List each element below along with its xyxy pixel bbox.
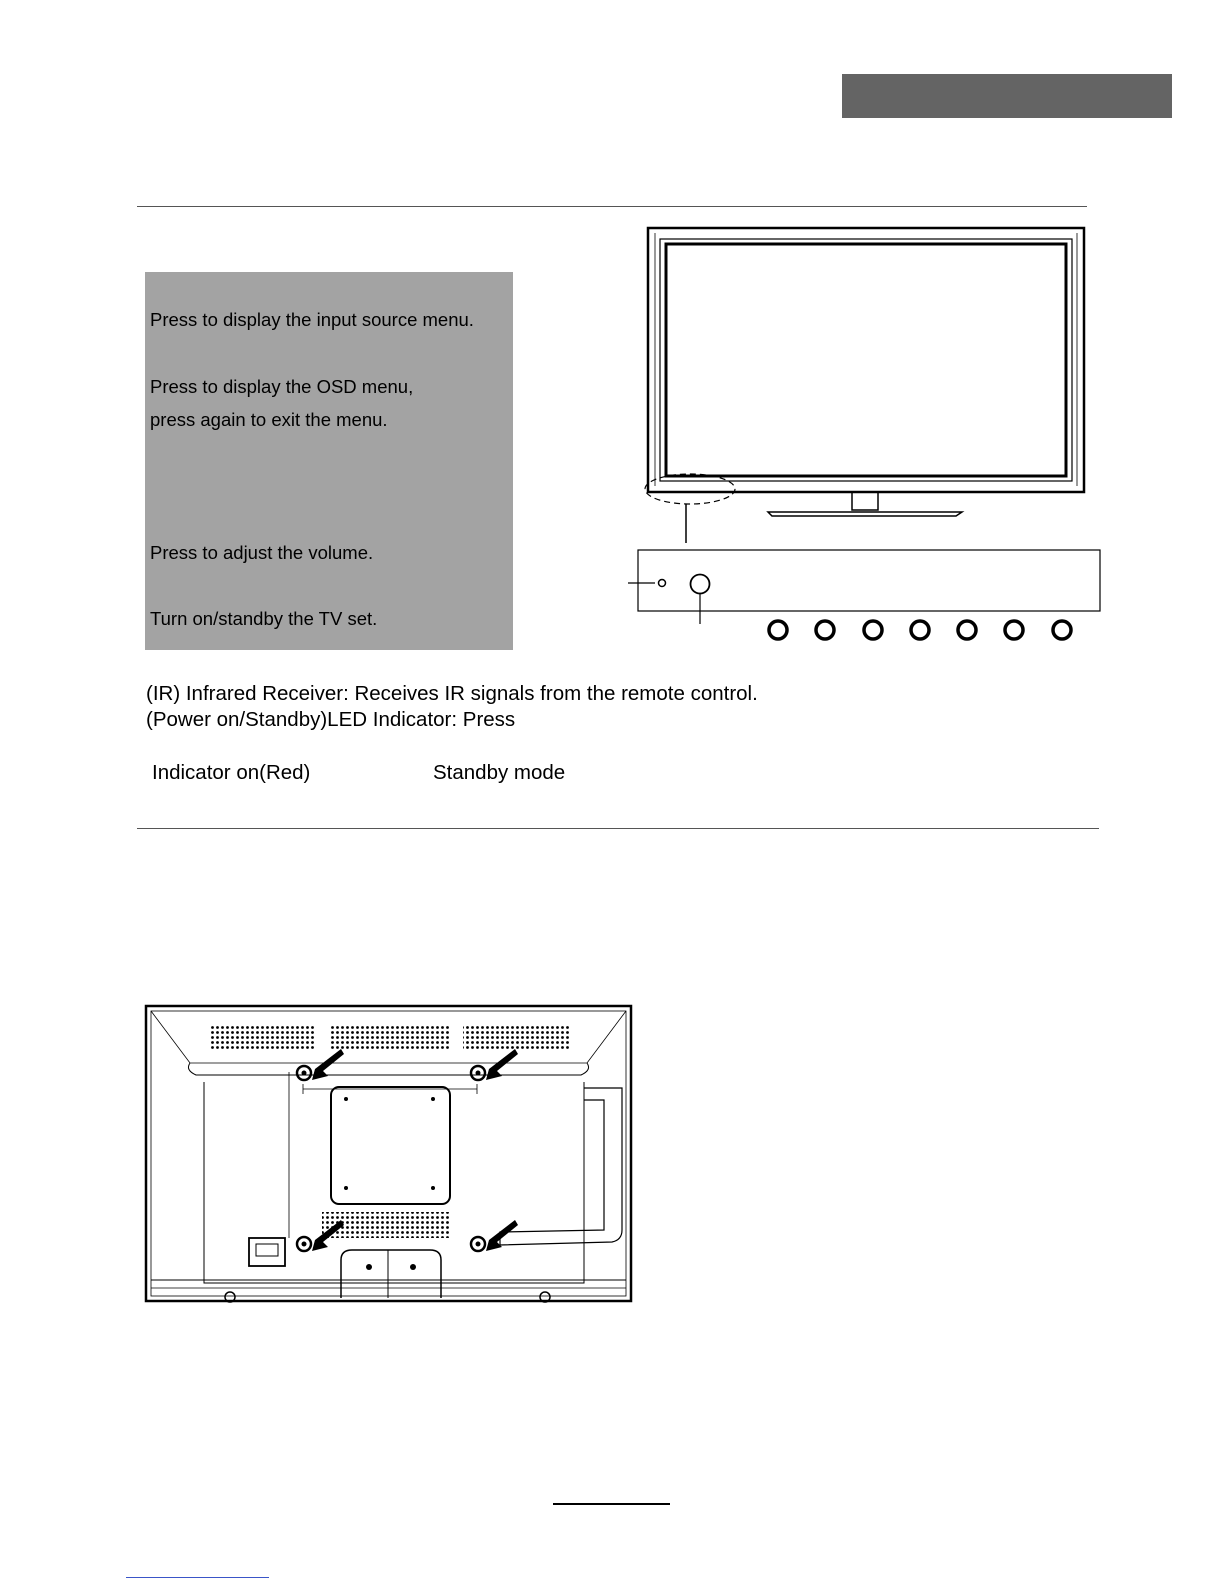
volume-description: Press to adjust the volume.	[150, 542, 374, 563]
vent-grille	[211, 1025, 315, 1049]
input-source-description: Press to display the input source menu.	[150, 309, 474, 330]
footer-link-underline	[126, 1577, 269, 1578]
osd-menu-exit-description: press again to exit the menu.	[150, 409, 388, 430]
indicator-on-label: Indicator on(Red)	[152, 761, 311, 784]
ir-receiver-note: (IR) Infrared Receiver: Receives IR signals from the remote control.	[146, 682, 758, 705]
vent-grille	[463, 1025, 570, 1049]
power-description: Turn on/standby the TV set.	[150, 608, 378, 629]
osd-menu-description: Press to display the OSD menu,	[150, 376, 414, 397]
vent-grille	[330, 1025, 451, 1049]
standby-mode-label: Standby mode	[433, 761, 566, 784]
page-number-underline	[553, 1503, 670, 1505]
led-indicator-note: (Power on/Standby)LED Indicator: Press	[146, 708, 516, 731]
power-socket	[249, 1238, 285, 1266]
arrow-icon	[486, 1220, 518, 1251]
stand-mount-bracket	[341, 1250, 441, 1298]
